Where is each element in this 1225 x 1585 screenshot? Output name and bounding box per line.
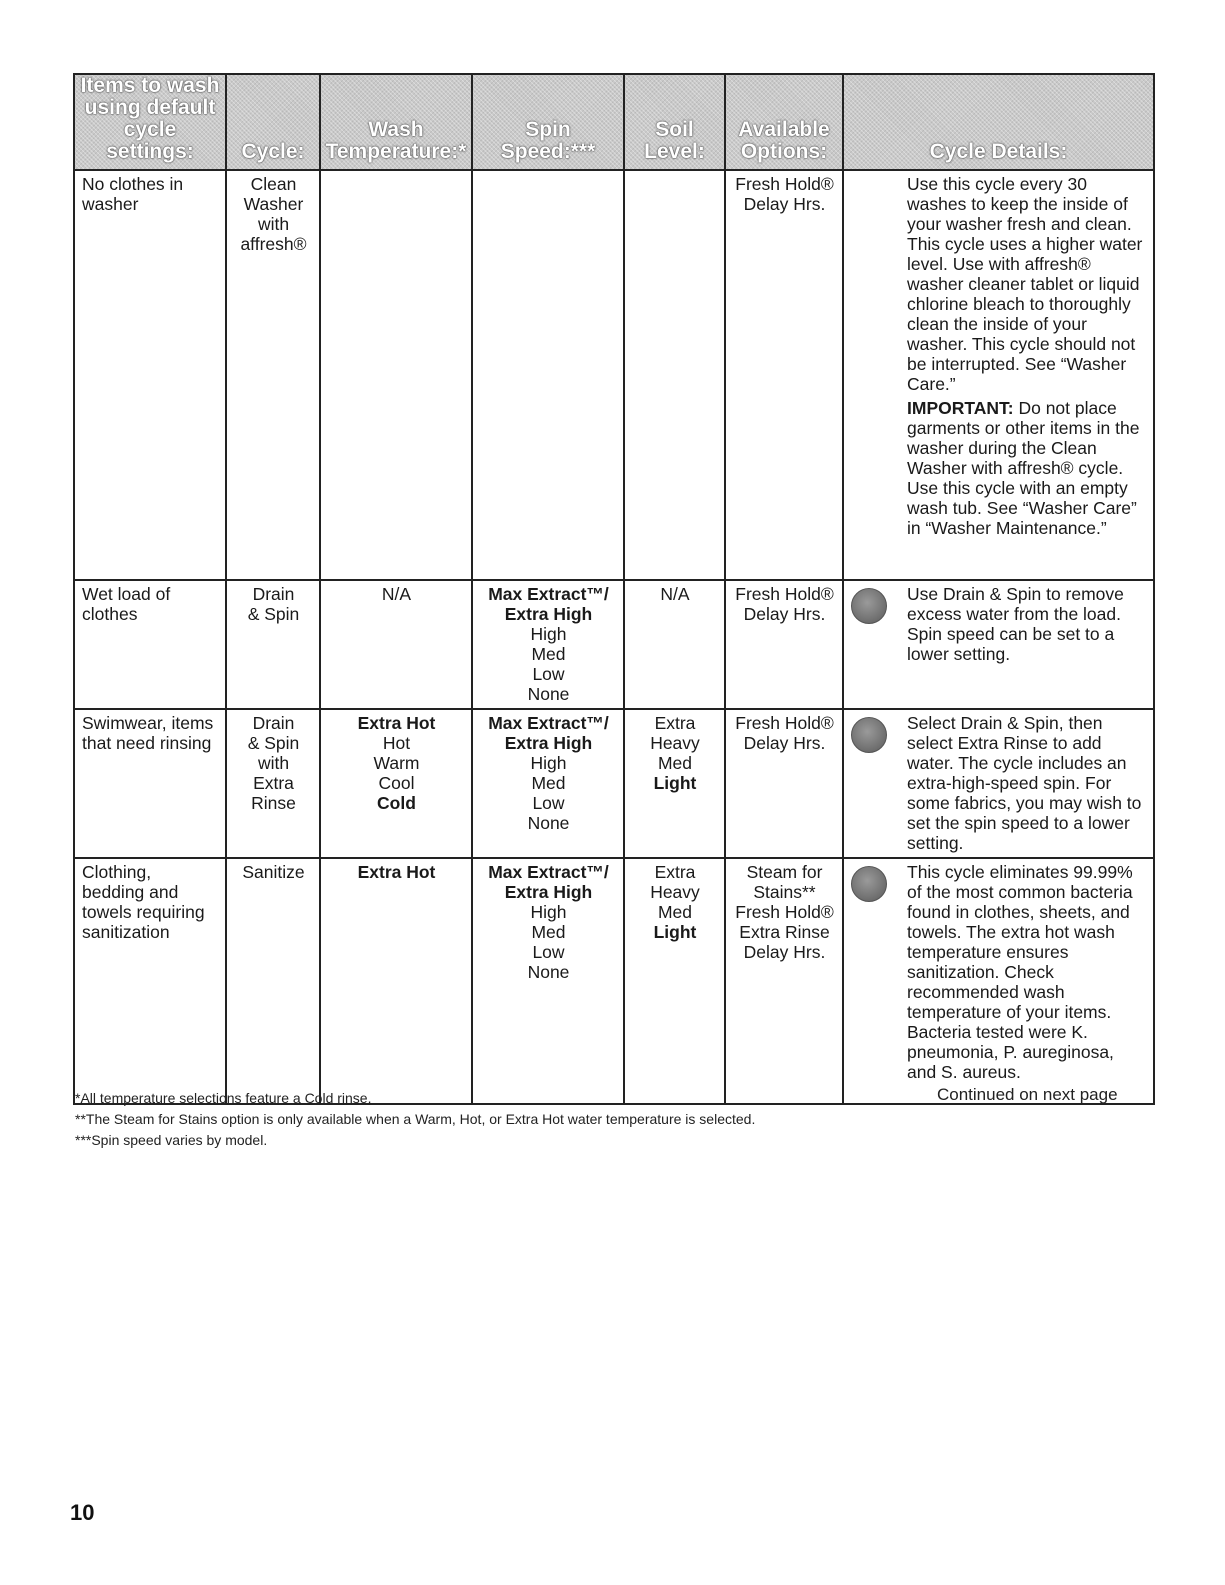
cell-line: Extra Hot — [357, 713, 436, 733]
cell-line: Extra Rinse — [739, 922, 830, 942]
header-soil-level: Soil Level: — [624, 74, 725, 170]
items-cell — [74, 170, 226, 580]
cell-line: Delay Hrs. — [743, 194, 826, 214]
table-row — [74, 170, 1154, 580]
cycle-details-cell — [843, 858, 1154, 1104]
cell-line: Med — [531, 773, 566, 793]
important-label: IMPORTANT: — [907, 398, 1014, 418]
cell-line: sanitization — [82, 922, 170, 942]
cell-line: bedding and — [82, 882, 179, 902]
cell-line: Max Extract™/ — [488, 713, 609, 733]
cell-line: Max Extract™/ — [488, 862, 609, 882]
header-spin-speed: Spin Speed:*** — [472, 74, 624, 170]
soil-level-cell — [624, 709, 725, 858]
cell-line: Fresh Hold® — [735, 174, 834, 194]
table-row — [74, 580, 1154, 709]
cell-line: & Spin — [247, 604, 300, 624]
wash-temperature-cell — [320, 580, 472, 709]
wash-temperature-cell — [320, 170, 472, 580]
cell-line: Clothing, — [82, 862, 152, 882]
soil-level-cell — [624, 580, 725, 709]
cycle-details-cell — [843, 170, 1154, 580]
details-paragraph — [907, 584, 1147, 664]
cell-line: Low — [532, 942, 565, 962]
cell-line: None — [527, 962, 570, 982]
cycle-details-cell — [843, 709, 1154, 858]
cell-line: None — [527, 684, 570, 704]
cell-line: Extra High — [504, 882, 593, 902]
cell-line: Rinse — [251, 793, 296, 813]
cell-line: Extra High — [504, 733, 593, 753]
cell-line: that need rinsing — [82, 733, 212, 753]
footnote-cold-rinse: *All temperature selections feature a Cold rinse. — [75, 1090, 372, 1106]
details-text: Use this cycle every 30 washes to keep the inside of your washer fresh and clean. This cycle uses a higher water level. Use with affresh® washer cleaner tablet or liquid chlorine bleach to thoroughly clean the inside of your washer. This cycle should not be interrupted. See “Washer Care.” — [907, 174, 1143, 394]
cell-line: N/A — [381, 584, 412, 604]
cell-line: Med — [531, 644, 566, 664]
cell-line: Cold — [377, 793, 416, 813]
cell-line: Steam for — [746, 862, 823, 882]
soil-level-cell — [624, 170, 725, 580]
details-text: Use Drain & Spin to remove excess water from the load. Spin speed can be set to a lower setting. — [907, 584, 1124, 664]
spin-speed-cell — [472, 170, 624, 580]
spin-speed-cell — [472, 858, 624, 1104]
cell-line: Washer — [243, 194, 304, 214]
items-cell — [74, 580, 226, 709]
cell-line: Drain — [252, 713, 295, 733]
footnote-spin-speed: ***Spin speed varies by model. — [75, 1132, 268, 1148]
items-cell — [74, 858, 226, 1104]
cell-line: Low — [532, 793, 565, 813]
cell-line: with — [257, 214, 290, 234]
details-paragraph — [907, 398, 1147, 538]
cell-line: Max Extract™/ — [488, 584, 609, 604]
available-options-cell — [725, 580, 843, 709]
header-row — [74, 74, 1154, 170]
cycle-cell — [226, 858, 320, 1104]
available-options-cell — [725, 858, 843, 1104]
page-number: 10 — [70, 1500, 95, 1525]
cycle-details-cell — [843, 580, 1154, 709]
cell-line: Stains** — [753, 882, 816, 902]
cell-line: None — [527, 813, 570, 833]
cycle-details-text — [907, 174, 1147, 538]
cell-line: Light — [653, 773, 697, 793]
cell-line: Clean — [250, 174, 297, 194]
cell-line: No clothes in — [82, 174, 184, 194]
details-text: Select Drain & Spin, then select Extra Rinse to add water. The cycle includes an extra-high-speed spin. For some fabrics, you may wish to set the spin speed to a lower setting. — [907, 713, 1142, 853]
cell-line: Extra — [654, 713, 696, 733]
cycle-details-text — [907, 862, 1147, 1082]
cell-line: Delay Hrs. — [743, 942, 826, 962]
gray-circle-icon — [851, 717, 887, 753]
header-items: Items to wash using default cycle settings: — [74, 74, 226, 170]
cell-line: Drain — [252, 584, 295, 604]
continued-note: Continued on next page — [937, 1085, 1118, 1104]
soil-level-cell — [624, 858, 725, 1104]
cell-line: Extra — [253, 773, 294, 793]
cycle-details-text — [907, 713, 1147, 853]
cycle-cell — [226, 170, 320, 580]
gray-circle-icon — [851, 588, 887, 624]
cell-line: High — [530, 753, 567, 773]
cell-line: clothes — [82, 604, 138, 624]
footnote-steam-for-stains: **The Steam for Stains option is only available when a Warm, Hot, or Extra Hot water temperature is selected. — [75, 1111, 756, 1127]
cell-line: N/A — [660, 584, 690, 604]
table-row — [74, 858, 1154, 1104]
details-paragraph — [907, 713, 1147, 853]
cell-line: Warm — [373, 753, 420, 773]
header-wash-temperature: Wash Temperature:* — [320, 74, 472, 170]
cell-line: Delay Hrs. — [743, 604, 826, 624]
wash-temperature-cell — [320, 709, 472, 858]
cell-line: affresh® — [240, 234, 307, 254]
cell-line: High — [530, 902, 567, 922]
cell-line: Extra High — [504, 604, 593, 624]
details-text: Do not place garments or other items in the washer during the Clean Washer with affresh® cycle. Use this cycle with an empty wash tub. See “Washer Care” in “Washer Maintenance.” — [907, 398, 1140, 538]
details-paragraph — [907, 862, 1147, 1082]
cell-line: Light — [653, 922, 697, 942]
cell-line: with — [257, 753, 290, 773]
cell-line: Med — [657, 902, 693, 922]
cell-line: Heavy — [650, 733, 700, 753]
cell-line: Extra Hot — [357, 862, 436, 882]
cell-line: & Spin — [247, 733, 300, 753]
cell-line: Delay Hrs. — [743, 733, 826, 753]
details-text: This cycle eliminates 99.99% of the most common bacteria found in clothes, sheets, and towels. The extra hot wash temperature ensures sanitization. Check recommended wash temperature of your items. Bacteria tested were K. pneumonia, P. aureginosa, and S. aureus. — [907, 862, 1133, 1082]
cell-line: Cool — [378, 773, 415, 793]
spin-speed-cell — [472, 580, 624, 709]
details-paragraph — [907, 174, 1147, 394]
cell-line: Med — [531, 922, 566, 942]
cell-line: Wet load of — [82, 584, 171, 604]
wash-cycle-table — [73, 73, 1155, 1105]
header-cycle: Cycle: — [226, 74, 320, 170]
wash-temperature-cell — [320, 858, 472, 1104]
cell-line: Extra — [654, 862, 696, 882]
cell-line: Heavy — [650, 882, 700, 902]
cell-line: Hot — [382, 733, 411, 753]
available-options-cell — [725, 709, 843, 858]
cell-line: Low — [532, 664, 565, 684]
header-available-options: Available Options: — [725, 74, 843, 170]
spin-speed-cell — [472, 709, 624, 858]
cell-line: towels requiring — [82, 902, 205, 922]
cell-line: washer — [82, 194, 139, 214]
table-body — [74, 170, 1154, 1104]
cell-line: Swimwear, items — [82, 713, 214, 733]
cell-line: Fresh Hold® — [735, 902, 834, 922]
header-cycle-details: Cycle Details: — [843, 74, 1154, 170]
cell-line: Fresh Hold® — [735, 713, 834, 733]
cycle-details-text — [907, 584, 1147, 664]
icon-spacer — [851, 174, 907, 538]
items-cell — [74, 709, 226, 858]
cell-line: High — [530, 624, 567, 644]
footnotes — [75, 1088, 755, 1151]
cell-line: Sanitize — [242, 862, 305, 882]
available-options-cell — [725, 170, 843, 580]
cell-line: Med — [657, 753, 693, 773]
table-row — [74, 709, 1154, 858]
cycle-cell — [226, 580, 320, 709]
gray-circle-icon — [851, 866, 887, 902]
cell-line: Fresh Hold® — [735, 584, 834, 604]
cycle-cell — [226, 709, 320, 858]
